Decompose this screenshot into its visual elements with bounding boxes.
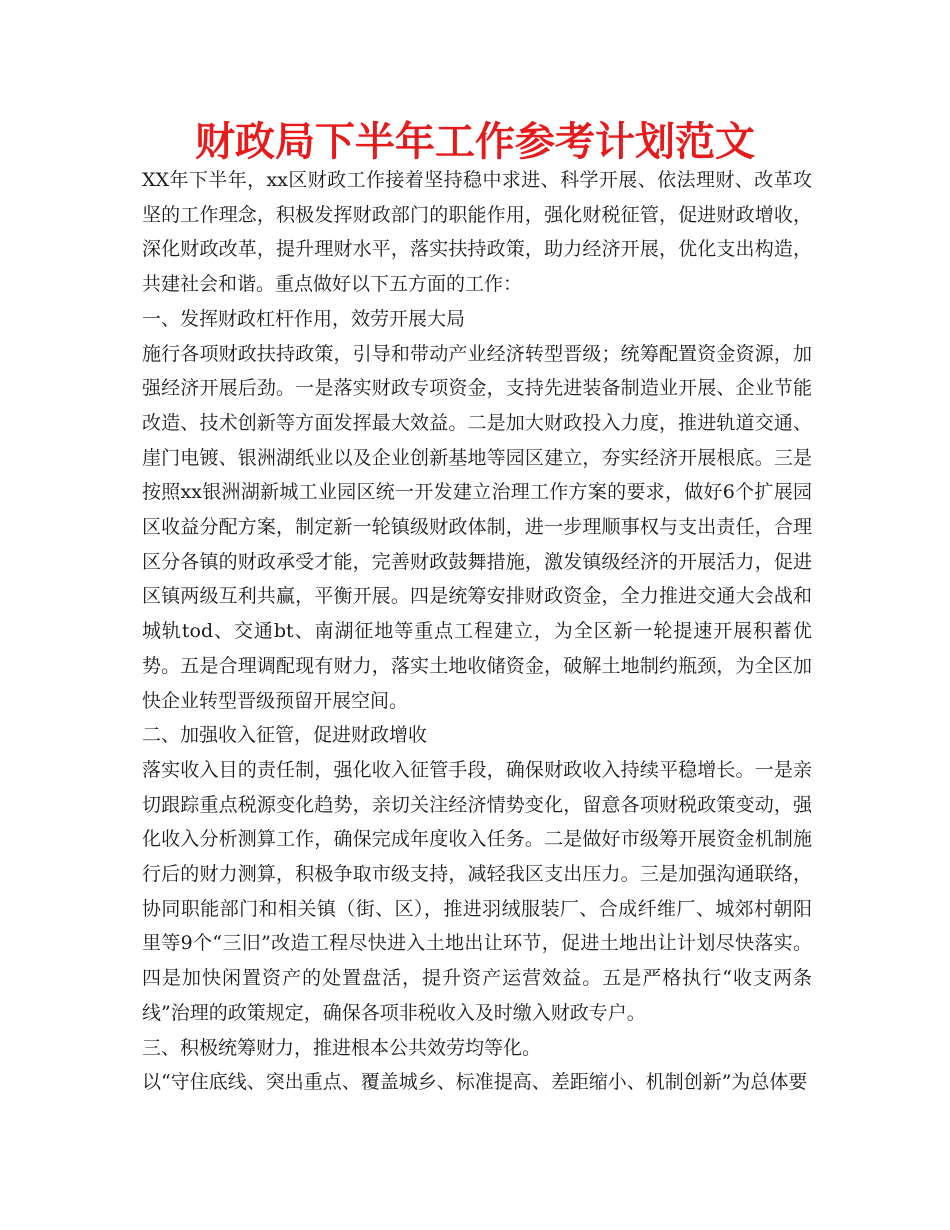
document-title: 财政局下半年工作参考计划范文 [195, 119, 755, 165]
section-paragraph-2: 落实收入目的责任制，强化收入征管手段，确保财政收入持续平稳增长。一是亲切跟踪重点税源变化趋势，亲切关注经济情势变化，留意各项财税政策变动，强化收入分析测算工作，确保完成年度收入任务。二是做好市级筹开展资金机制施行后的财力测算，积极争取市级支持，减轻我区支出压力。三是加强沟通联络，协同职能部门和相关镇（街、区），推进羽绒服装厂、合成纤维厂、城郊村朝阳里等9个“三旧”改造工程尽快进入土地出让环节，促进土地出让计划尽快落实。四是加快闲置资产的处置盘活，提升资产运营效益。五是严格执行“收支两条线”治理的政策规定，确保各项非税收入及时缴入财政专户。 [142, 758, 812, 1024]
document-body [142, 163, 812, 1100]
intro-paragraph: XX年下半年，xx区财政工作接着坚持稳中求进、科学开展、依法理财、改革攻坚的工作理念，积极发挥财政部门的职能作用，强化财税征管，促进财政增收，深化财政改革，提升理财水平，落实扶持政策，助力经济开展，优化支出构造，共建社会和谐。重点做好以下五方面的工作： [142, 169, 812, 296]
section-paragraph-3: 以“守住底线、突出重点、覆盖城乡、标准提高、差距缩小、机制创新”为总体要 [142, 1071, 808, 1094]
section-paragraph-1: 施行各项财政扶持政策，引导和带动产业经济转型晋级；统筹配置资金资源，加强经济开展后劲。一是落实财政专项资金，支持先进装备制造业开展、企业节能改造、技术创新等方面发挥最大效益。二是加大财政投入力度，推进轨道交通、崖门电镀、银洲湖纸业以及企业创新基地等园区建立，夯实经济开展根底。三是按照xx银洲湖新城工业园区统一开发建立治理工作方案的要求，做好6个扩展园区收益分配方案，制定新一轮镇级财政体制，进一步理顺事权与支出责任，合理区分各镇的财政承受才能，完善财政鼓舞措施，激发镇级经济的开展活力，促进区镇两级互利共赢，平衡开展。四是统筹安排财政资金，全力推进交通大会战和城轨tod、交通bt、南湖征地等重点工程建立，为全区新一轮提速开展积蓄优势。五是合理调配现有财力，落实土地收储资金，破解土地制约瓶颈，为全区加快企业转型晋级预留开展空间。 [142, 342, 812, 712]
section-heading-3: 三、积极统筹财力，推进根本公共效劳均等化。 [142, 1036, 542, 1059]
section-heading-2: 二、加强收入征管，促进财政增收 [142, 724, 428, 747]
section-heading-1: 一、发挥财政杠杆作用，效劳开展大局 [142, 307, 466, 330]
